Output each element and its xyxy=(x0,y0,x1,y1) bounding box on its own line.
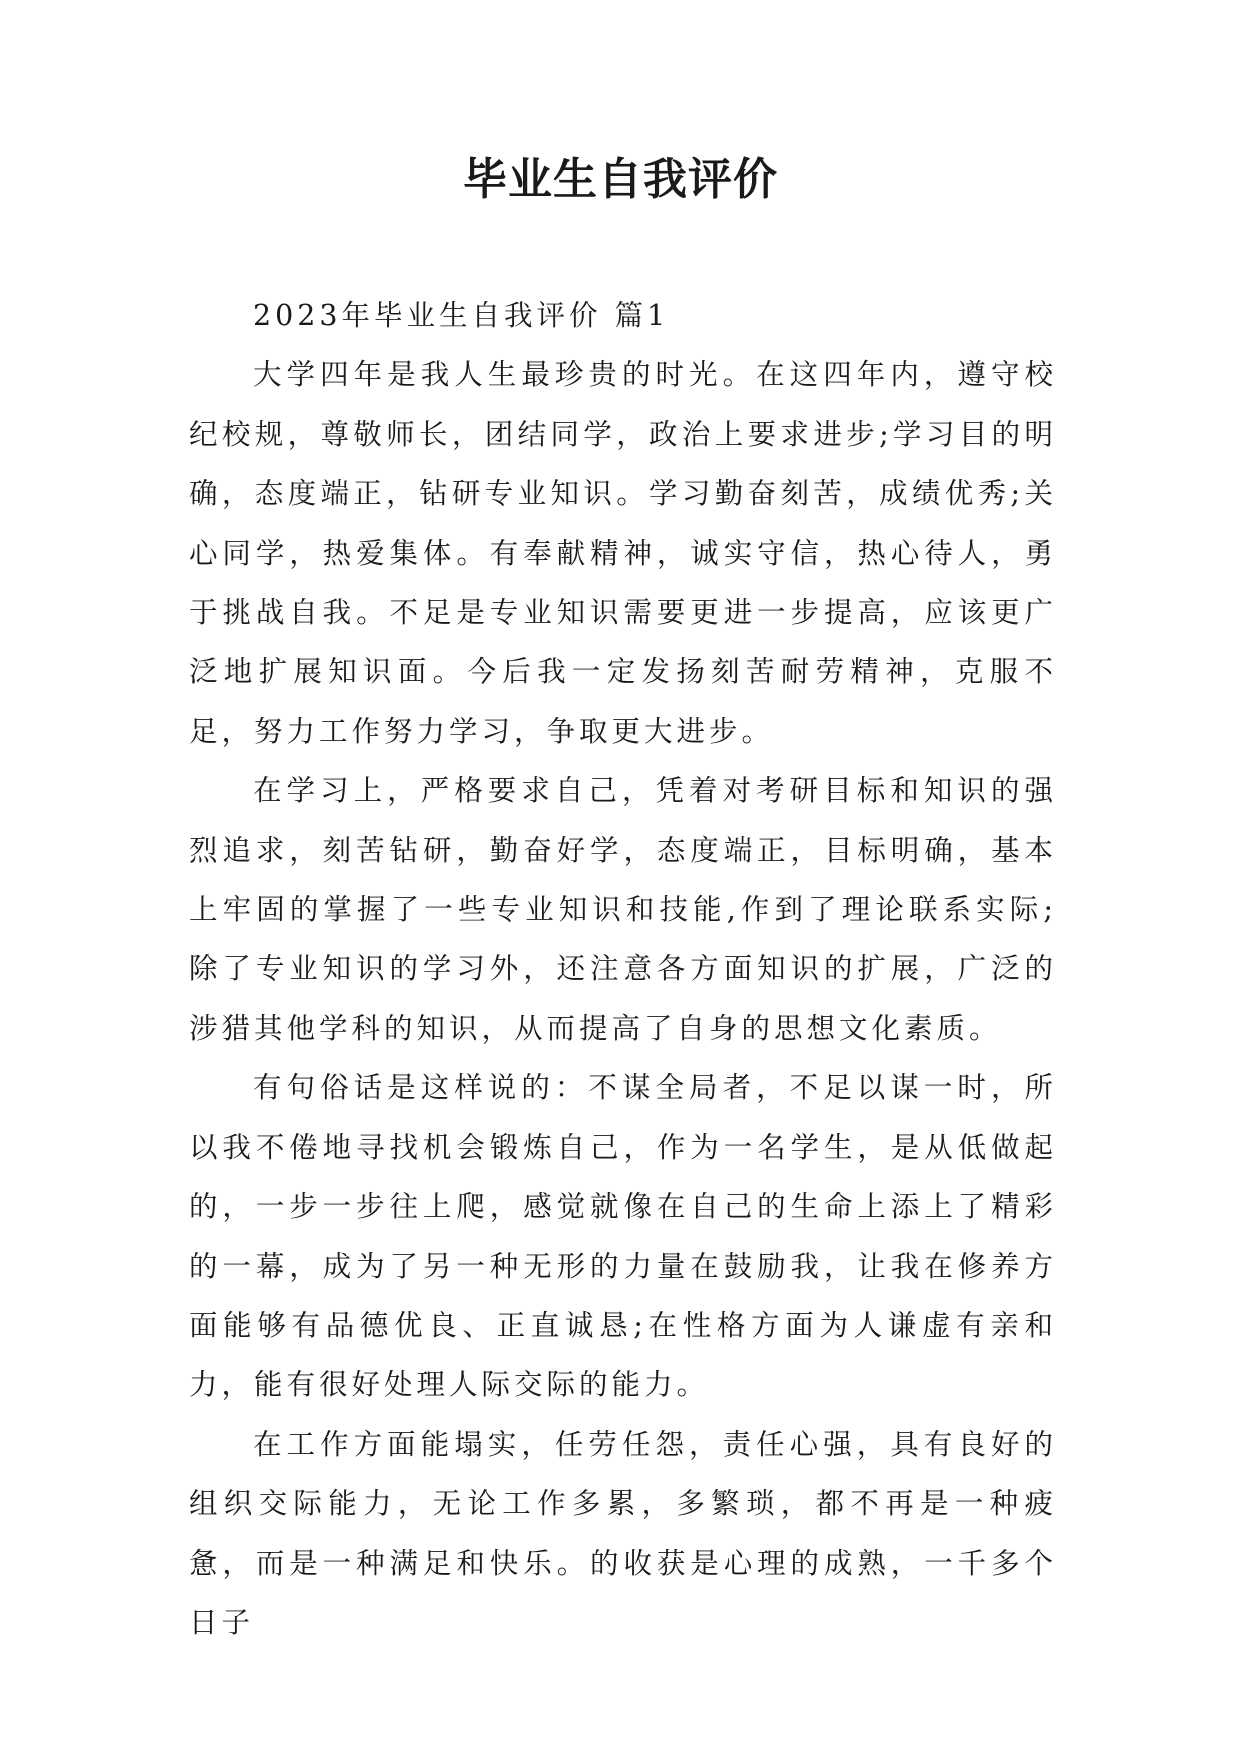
body-paragraph: 在学习上，严格要求自己，凭着对考研目标和知识的强烈追求，刻苦钻研，勤奋好学，态度端正，目标明确，基本上牢固的掌握了一些专业知识和技能,作到了理论联系实际;除了专业知识的学习外，还注意各方面知识的扩展，广泛的涉猎其他学科的知识，从而提高了自身的思想文化素质。 xyxy=(189,774,1057,1045)
document-title: 毕业生自我评价 xyxy=(463,154,778,205)
body-paragraph: 大学四年是我人生最珍贵的时光。在这四年内，遵守校纪校规，尊敬师长，团结同学，政治上要求进步;学习目的明确，态度端正，钻研专业知识。学习勤奋刻苦，成绩优秀;关心同学，热爱集体。有奉献精神，诚实守信，热心待人，勇于挑战自我。不足是专业知识需要更进一步提高，应该更广泛地扩展知识面。今后我一定发扬刻苦耐劳精神，克服不足，努力工作努力学习，争取更大进步。 xyxy=(189,358,1057,748)
body-paragraph: 在工作方面能塌实，任劳任怨，责任心强，具有良好的组织交际能力，无论工作多累，多繁琐，都不再是一种疲惫，而是一种满足和快乐。的收获是心理的成熟，一千多个日子 xyxy=(189,1427,1057,1639)
document-body xyxy=(189,286,1057,1652)
body-paragraph: 有句俗话是这样说的：不谋全局者，不足以谋一时，所以我不倦地寻找机会锻炼自己，作为一名学生，是从低做起的，一步一步往上爬，感觉就像在自己的生命上添上了精彩的一幕，成为了另一种无形的力量在鼓励我，让我在修养方面能够有品德优良、正直诚恳;在性格方面为人谦虚有亲和力，能有很好处理人际交际的能力。 xyxy=(189,1071,1057,1402)
section-heading: 2023年毕业生自我评价 篇1 xyxy=(253,299,670,332)
